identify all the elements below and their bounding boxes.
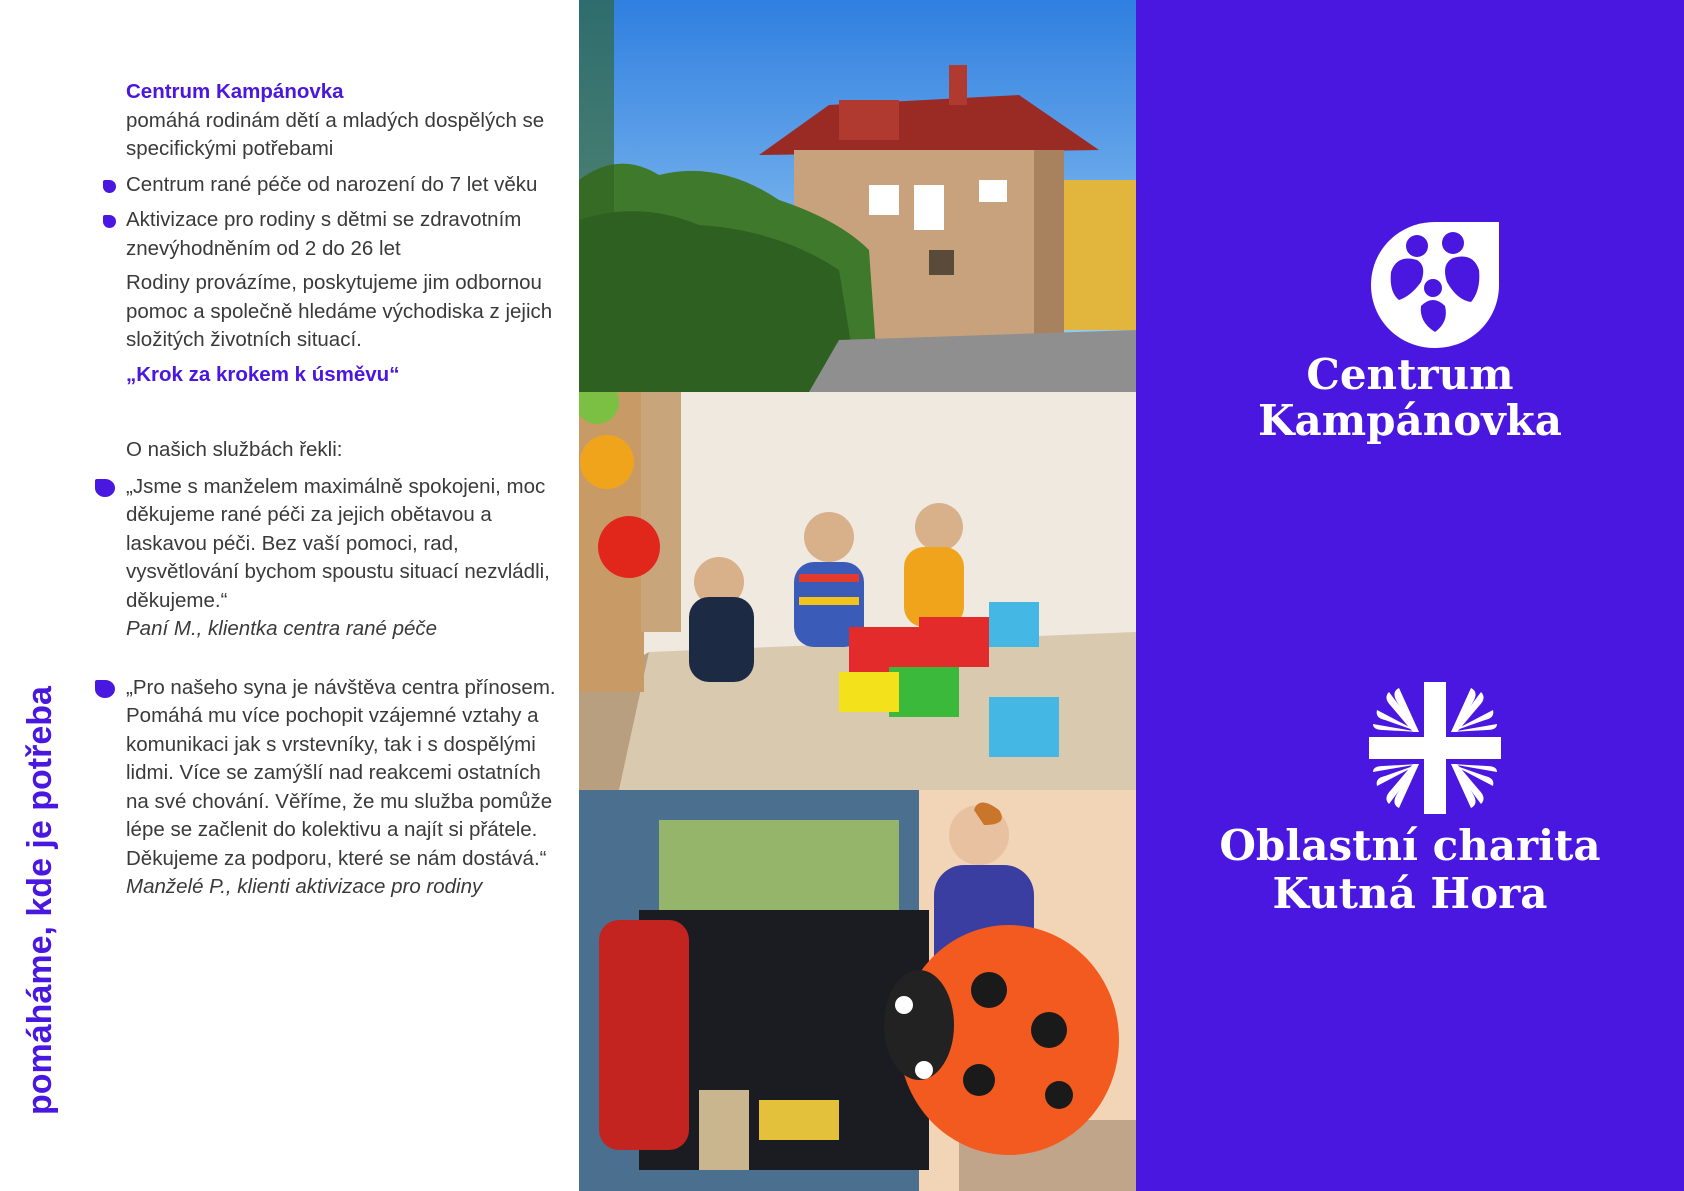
centrum-title-line-1: Centrum: [1306, 350, 1514, 399]
side-tagline: pomáháme, kde je potřeba: [21, 686, 59, 1115]
centrum-title-line-2: Kampánovka: [1257, 396, 1562, 445]
house-photo: [579, 0, 1136, 392]
motto: „Krok za krokem k úsměvu“: [126, 362, 400, 386]
mission-text: Rodiny provázíme, poskytujeme jim odbornou pomoc a společně hledáme východiska z jejich složitých životních situací.: [126, 271, 553, 351]
testimonial-text: „Pro našeho syna je návštěva centra přínosem. Pomáhá mu více pochopit vzájemné vztahy a komunikaci jak s vrstevníky, tak i s dospělými lidmi. Více se zamýšlí nad reakcemi ostatních na své chování. Věříme, že mu služba pomůže lépe se začlenit do kolektivu a najít si přátele. Děkujeme za podporu, které se nám dostává.“: [126, 675, 556, 870]
charita-title: [1136, 822, 1684, 918]
car-ladybug-photo-icon: [579, 790, 1136, 1191]
charita-cross-logo-icon: [1369, 682, 1501, 814]
testimonial-text: „Jsme s manželem maximálně spokojeni, moc děkujeme rané péči za jejich obětavou a laskavou péči. Bez vaší pomoci, rad, vysvětlování bychom spoustu situací nezvládli, děkujeme.“: [126, 474, 550, 612]
service-text: Aktivizace pro rodiny s dětmi se zdravotním znevýhodněním od 2 do 26 let: [126, 208, 522, 260]
bullet-icon: [103, 180, 116, 193]
testimonial-author: Manželé P., klienti aktivizace pro rodiny: [126, 875, 483, 898]
photo-column: [579, 0, 1136, 1191]
charita-title-line-1: Oblastní charita: [1219, 821, 1601, 870]
cover-panel: [1136, 0, 1684, 1191]
bullet-icon: [103, 215, 116, 228]
testimonial: [126, 473, 556, 644]
bullet-icon: [95, 479, 115, 497]
text-column: [126, 78, 556, 902]
testimonial-author: Paní M., klientka centra rané péče: [126, 617, 438, 640]
children-playing-photo: [579, 392, 1136, 790]
house-photo-icon: [579, 0, 1136, 392]
service-item: [126, 171, 556, 200]
intro-title: Centrum Kampánovka: [126, 80, 344, 103]
bullet-icon: [95, 680, 115, 698]
service-text: Centrum rané péče od narození do 7 let věku: [126, 172, 538, 196]
children-playing-photo-icon: [579, 392, 1136, 790]
service-item: [126, 206, 556, 263]
left-panel: [0, 0, 579, 1191]
testimonials-heading: O našich službách řekli:: [126, 438, 343, 461]
charita-title-line-2: Kutná Hora: [1272, 869, 1548, 918]
centrum-title: [1136, 352, 1684, 444]
intro-lead: pomáhá rodinám dětí a mladých dospělých se specifickými potřebami: [126, 108, 545, 160]
centrum-kampanovka-logo-icon: [1371, 222, 1499, 350]
car-ladybug-photo: [579, 790, 1136, 1191]
testimonial: [126, 674, 556, 902]
